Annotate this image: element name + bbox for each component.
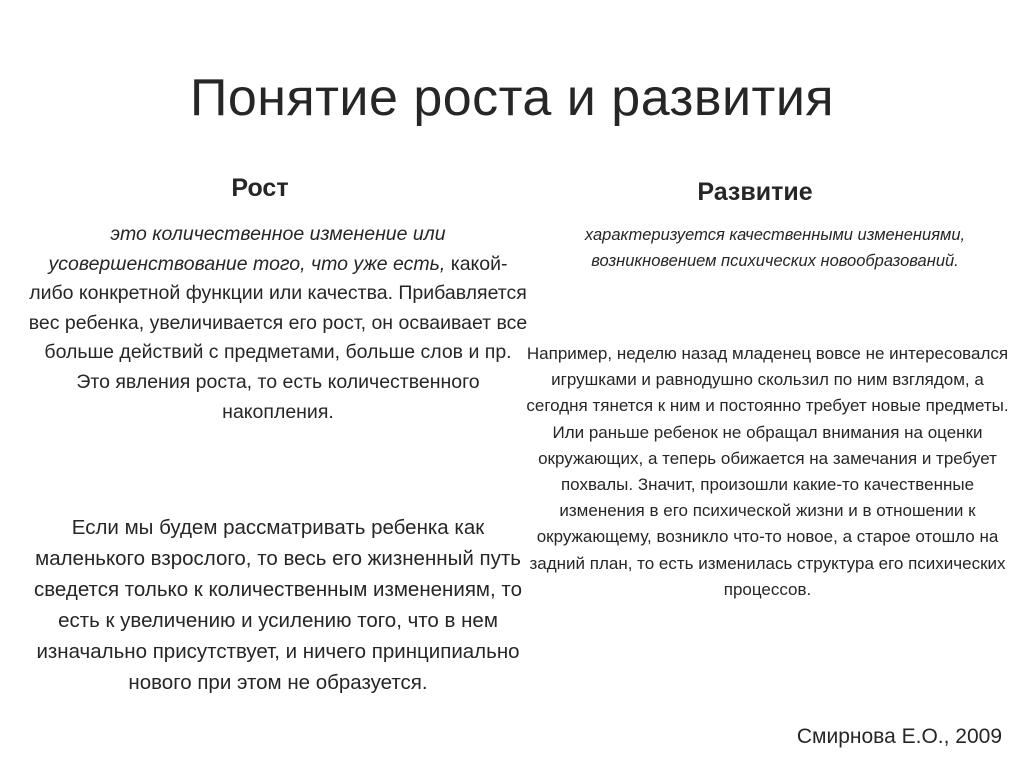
citation: Смирнова Е.О., 2009 [796, 725, 1002, 748]
slide-title: Понятие роста и развития [189, 69, 835, 127]
development-example: Например, неделю назад младенец вовсе не интересовался игрушками и равнодушно скользил по ним взглядом, а сегодня тянется к ним и постоянно требует новые предметы. Или раньше ребенок не обращал внимания на оценки окружающих, а теперь обижается на замечания и требует похвалы. Значит, произошли какие-то качественные изменения в его психической жизни и в отношении к окружающему, возникло что-то новое, а старое отошло на задний план, то есть изменилась структура его психических процессов. [526, 344, 1009, 599]
growth-definition-rest: какой-либо конкретной функции или качества. Прибавляется вес ребенка, увеличивается его рост, он осваивает все больше действий с предметами, больше слов и пр. Это явления роста, то есть количественного накопления. [28, 252, 528, 423]
growth-example: Если мы будем рассматривать ребенка как маленького взрослого, то весь его жизненный путь сведется только к количественным изменениям, то есть к увеличению и усилению того, что в нем изначально присутствует, и ничего принципиально нового при этом не образуется. [34, 516, 522, 694]
development-heading: Развитие [697, 178, 813, 206]
development-definition: характеризуется качественными изменениями, возникновением психических новообразований. [584, 226, 966, 270]
growth-definition [28, 220, 528, 427]
growth-heading: Рост [231, 174, 289, 202]
growth-definition-lead: это количественное изменение или усовершенствование того, что уже есть, [48, 223, 446, 275]
